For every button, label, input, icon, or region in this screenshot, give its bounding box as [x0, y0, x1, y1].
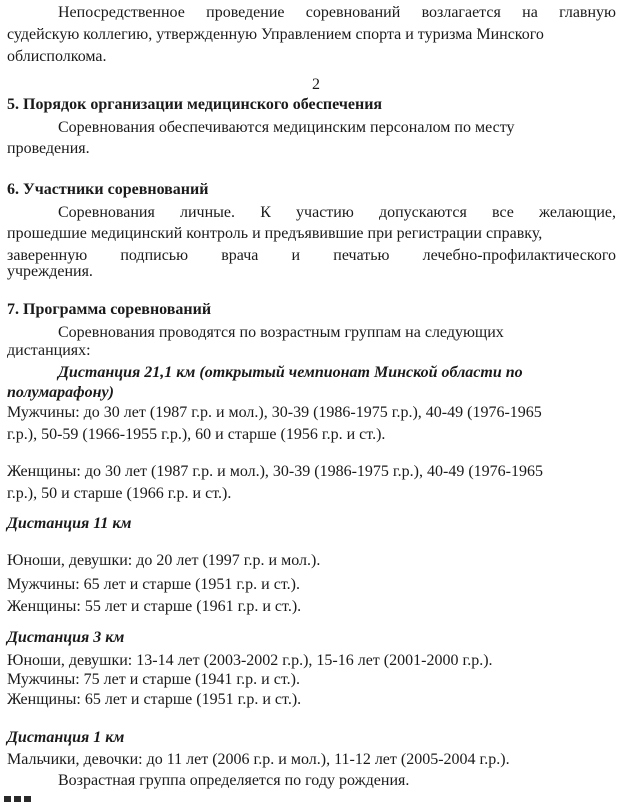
- intro-line-1: Непосредственное проведение соревнований возлагается на главную: [58, 4, 616, 21]
- distance-21-women-line-2: г.р.), 50 и старше (1966 г.р. и ст.).: [7, 485, 232, 502]
- distance-21-title-line-2: полумарафону): [7, 384, 114, 401]
- distance-3-men: Мужчины: 75 лет и старше (1941 г.р. и ст.).: [7, 671, 300, 688]
- cut-off-text-fragment: [4, 789, 44, 802]
- distance-3-youth: Юноши, девушки: 13-14 лет (2003-2002 г.р.), 15-16 лет (2001-2000 г.р.).: [7, 652, 493, 669]
- section-7-heading: 7. Программа соревнований: [7, 301, 212, 318]
- intro-line-3: облисполкома.: [7, 48, 107, 65]
- section-7-intro-line-1: Соревнования проводятся по возрастным группам на следующих: [58, 324, 504, 341]
- section-6-line-1: Соревнования личные. К участию допускаются все желающие,: [58, 204, 616, 221]
- distance-11-women: Женщины: 55 лет и старше (1961 г.р. и ст.).: [7, 598, 302, 615]
- section-5-heading: 5. Порядок организации медицинского обеспечения: [7, 96, 383, 113]
- age-group-note: Возрастная группа определяется по году рождения.: [58, 772, 410, 789]
- distance-21-men-line-2: г.р.), 50-59 (1966-1955 г.р.), 60 и старше (1956 г.р. и ст.).: [7, 426, 386, 443]
- distance-21-women-line-1: Женщины: до 30 лет (1987 г.р. и мол.), 30-39 (1986-1975 г.р.), 40-49 (1976-1965: [7, 463, 543, 480]
- distance-21-men-line-1: Мужчины: до 30 лет (1987 г.р. и мол.), 30-39 (1986-1975 г.р.), 40-49 (1976-1965: [7, 404, 542, 421]
- distance-1-kids: Мальчики, девочки: до 11 лет (2006 г.р. и мол.), 11-12 лет (2005-2004 г.р.).: [7, 751, 510, 768]
- distance-11-men: Мужчины: 65 лет и старше (1951 г.р. и ст.).: [7, 576, 300, 593]
- distance-21-title-line-1: Дистанция 21,1 км (открытый чемпионат Минской области по: [58, 364, 523, 381]
- section-6-heading: 6. Участники соревнований: [7, 181, 209, 198]
- intro-line-2: судейскую коллегию, утвержденную Управлением спорта и туризма Минского: [7, 26, 544, 43]
- distance-11-youth: Юноши, девушки: до 20 лет (1997 г.р. и мол.).: [7, 552, 321, 569]
- page-number: 2: [312, 76, 320, 93]
- section-6-line-4: учреждения.: [7, 263, 93, 280]
- section-6-line-2: прошедшие медицинский контроль и предъявившие при регистрации справку,: [7, 225, 543, 242]
- section-6-line-3: заверенную подписью врача и печатью лечебно-профилактического: [7, 247, 616, 264]
- section-7-intro-line-2: дистанциях:: [7, 342, 91, 359]
- distance-1-title: Дистанция 1 км: [7, 729, 125, 746]
- distance-11-title: Дистанция 11 км: [7, 515, 132, 532]
- section-5-line-1: Соревнования обеспечиваются медицинским персоналом по месту: [58, 119, 515, 136]
- distance-3-title: Дистанция 3 км: [7, 629, 125, 646]
- distance-3-women: Женщины: 65 лет и старше (1951 г.р. и ст.).: [7, 691, 302, 708]
- section-5-line-2: проведения.: [7, 140, 90, 157]
